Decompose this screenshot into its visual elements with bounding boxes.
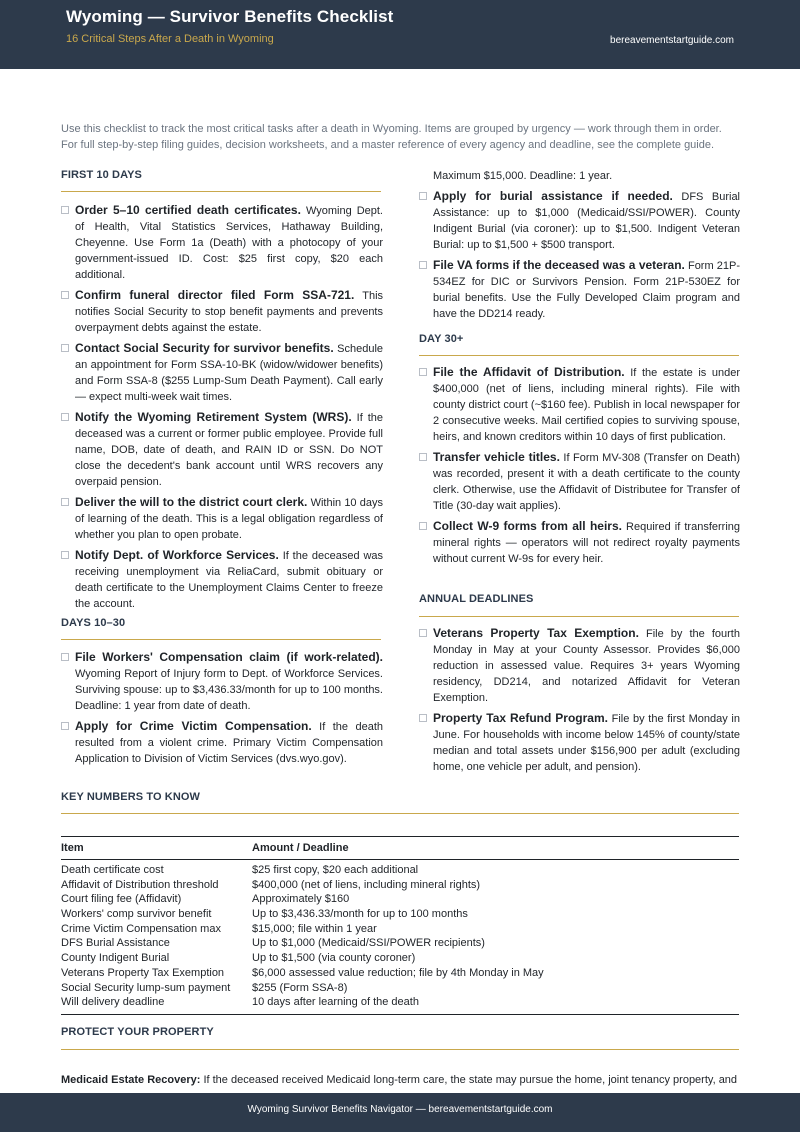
checklist-item-title: Contact Social Security for survivor benefits. [75, 341, 334, 355]
page-subtitle: 16 Critical Steps After a Death in Wyoming [66, 33, 274, 45]
checkbox-icon[interactable] [61, 653, 69, 661]
table-row [61, 878, 739, 893]
checklist-item-title: File the Affidavit of Distribution. [433, 365, 625, 379]
checklist-item-description: If the estate is under $400,000 (net of liens, including mineral rights). File with county district court (~$160 fee). Publish in local newspaper for 2 consecutive weeks. Mail certified copies to surviving spouse, heirs, and known creditors within 10 days of first publication. [433, 367, 741, 443]
column-header-item: Item [61, 842, 84, 854]
checkbox-icon[interactable] [61, 291, 69, 299]
table-row [61, 981, 739, 996]
checklist-item [419, 257, 740, 322]
checklist-item-description: Required if transferring mineral rights — operators will not redirect royalty payments without current W-9s for every heir. [433, 521, 740, 565]
checklist-item-title: Property Tax Refund Program. [433, 711, 608, 725]
table-row [61, 936, 739, 951]
section-divider [61, 639, 381, 640]
checklist-item [419, 710, 740, 775]
table-cell-item: Will delivery deadline [61, 996, 165, 1009]
checklist-item [419, 364, 740, 445]
section-heading-days-10-30: DAYS 10–30 [61, 617, 126, 629]
checklist-item-description: Wyoming Report of Injury form to Dept. of Workforce Services. Surviving spouse: up to $3,436.33/month for up to 100 months. Deadline: 1 year from date of death. [75, 668, 383, 712]
checklist-item [61, 202, 383, 283]
page-header [0, 0, 800, 69]
checklist-item-description: If Form MV-308 (Transfer on Death) was recorded, present it with a death certificate to the county clerk. Otherwise, use the Affidavit of Distributee for Transfer of Title (30-day wait applies). [433, 452, 740, 512]
checkbox-icon[interactable] [61, 498, 69, 506]
medicaid-estate-recovery-text [61, 1074, 741, 1086]
table-cell-amount: Up to $1,000 (Medicaid/SSI/POWER recipients) [252, 937, 485, 950]
checklist-item [419, 449, 740, 514]
table-cell-item: Death certificate cost [61, 864, 164, 876]
header-site-link[interactable]: bereavementstartguide.com [610, 35, 734, 46]
section-divider [61, 813, 739, 814]
checkbox-icon[interactable] [419, 522, 427, 530]
checklist-item-title: Collect W-9 forms from all heirs. [433, 519, 622, 533]
section-heading-key-numbers: KEY NUMBERS TO KNOW [61, 791, 201, 803]
section-heading-protect-property: PROTECT YOUR PROPERTY [61, 1026, 214, 1038]
table-row [61, 892, 739, 907]
checkbox-icon[interactable] [61, 722, 69, 730]
checklist-item [61, 287, 383, 336]
checklist-item-description: File by the first Monday in June. For households with income below 145% of county/state median and total assets under $156,900 per adult (excluding home, one vehicle per adult, and pension). [433, 713, 740, 773]
table-cell-amount: $25 first copy, $20 each additional [252, 864, 419, 876]
checklist-item-title: Confirm funeral director filed Form SSA-721. [75, 288, 355, 302]
checklist-item [61, 718, 383, 767]
table-cell-item: DFS Burial Assistance [61, 937, 170, 950]
checkbox-icon[interactable] [419, 714, 427, 722]
column-header-amount: Amount / Deadline [252, 842, 349, 854]
section-divider [419, 616, 739, 617]
checkbox-icon[interactable] [61, 551, 69, 559]
table-cell-amount: Up to $3,436.33/month for up to 100 months [252, 908, 468, 921]
checklist-item-title: File Workers' Compensation claim (if work-related). [75, 650, 383, 664]
checklist-item [61, 494, 383, 543]
table-cell-amount: $6,000 assessed value reduction; file by 4th Monday in May [252, 966, 544, 979]
checklist-item [419, 188, 740, 253]
intro-paragraph: Use this checklist to track the most critical tasks after a death in Wyoming. Items are grouped by urgency — work through them in order. For full step-by-step filing guides, decision worksheets, and a master reference of every agency and deadline, see the complete guide. [61, 123, 722, 151]
table-cell-item: Social Security lump-sum payment [61, 981, 231, 994]
days-10-30-list-continued [419, 188, 740, 326]
checkbox-icon[interactable] [61, 206, 69, 214]
table-row [61, 922, 739, 937]
medicaid-body: If the deceased received Medicaid long-term care, the state may pursue the home, joint tenancy property, and [203, 1074, 738, 1086]
annual-deadlines-list [419, 625, 740, 779]
checklist-item-title: Deliver the will to the district court clerk. [75, 495, 308, 509]
checklist-item [61, 409, 383, 490]
checklist-item-title: Notify the Wyoming Retirement System (WRS). [75, 410, 352, 424]
checkbox-icon[interactable] [419, 629, 427, 637]
day-30-plus-list [419, 364, 740, 571]
table-cell-amount: Approximately $160 [252, 893, 350, 906]
table-cell-item: Affidavit of Distribution threshold [61, 878, 219, 891]
checklist-item-description: Schedule an appointment for Form SSA-10-BK (widow/widower benefits) and Form SSA-8 ($255 Lump-Sum Death Payment). Call early — expect multi-week wait times. [75, 343, 384, 403]
section-heading-day-30-plus: DAY 30+ [419, 333, 464, 345]
checkbox-icon[interactable] [61, 344, 69, 352]
key-numbers-table [61, 836, 739, 1015]
section-divider [419, 355, 739, 356]
checkbox-icon[interactable] [419, 261, 427, 269]
table-row [61, 951, 739, 966]
continued-text: Maximum $15,000. Deadline: 1 year. [433, 170, 613, 182]
checklist-item [419, 518, 740, 567]
section-heading-first-10-days: FIRST 10 DAYS [61, 169, 142, 181]
table-header [61, 836, 739, 860]
checklist-item-title: Transfer vehicle titles. [433, 450, 560, 464]
section-divider [61, 1049, 739, 1050]
table-bottom-rule [61, 1014, 739, 1015]
checklist-item-description: Within 10 days of learning of the death. This is a legal obligation regardless of whether you plan to open probate. [75, 497, 383, 541]
checklist-item [61, 340, 383, 405]
table-row [61, 863, 739, 878]
section-divider [61, 191, 381, 192]
table-cell-item: County Indigent Burial [61, 952, 170, 965]
table-body [61, 860, 739, 1010]
table-cell-item: Workers' comp survivor benefit [61, 908, 212, 921]
table-cell-item: Crime Victim Compensation max [61, 922, 221, 935]
checklist-item-title: Notify Dept. of Workforce Services. [75, 548, 279, 562]
page-title: Wyoming — Survivor Benefits Checklist [66, 7, 394, 26]
first-10-days-list [61, 202, 383, 616]
checklist-item-title: Apply for burial assistance if needed. [433, 189, 673, 203]
checklist-item [61, 649, 383, 714]
checklist-item-description: If the death resulted from a violent crime. Primary Victim Compensation Application to Division of Victim Services (dvs.wyo.gov). [75, 721, 383, 765]
table-row [61, 966, 739, 981]
section-heading-annual-deadlines: ANNUAL DEADLINES [419, 593, 534, 605]
table-row [61, 995, 739, 1010]
checkbox-icon[interactable] [419, 368, 427, 376]
days-10-30-continued [419, 168, 740, 184]
medicaid-title: Medicaid Estate Recovery: [61, 1074, 201, 1086]
table-cell-amount: Up to $1,500 (via county coroner) [252, 952, 416, 965]
checklist-item-description: This notifies Social Security to stop benefit payments and prevents overpayment debts against the estate. [75, 290, 384, 334]
checklist-item-description: DFS Burial Assistance: up to $1,000 (Medicaid/SSI/POWER). County Indigent Burial (via coroner): up to $1,500. Indigent Veteran Burial: up to $1,500 + $500 transport. [433, 191, 741, 251]
checklist-item-description: Form 21P-534EZ for DIC or Survivors Pension. Form 21P-530EZ for burial benefits. Use the Fully Developed Claim program and have the DD214 ready. [433, 260, 740, 320]
checklist-item-title: Veterans Property Tax Exemption. [433, 626, 639, 640]
table-cell-item: Court filing fee (Affidavit) [61, 893, 182, 906]
table-cell-amount: $255 (Form SSA-8) [252, 981, 348, 994]
page-footer: Wyoming Survivor Benefits Navigator — bereavementstartguide.com [0, 1093, 800, 1132]
checklist-item-description: If the deceased was receiving unemployment via ReliaCard, submit obituary or death certificate to the Unemployment Claims Center to freeze the account. [75, 550, 383, 610]
checklist-item-title: Order 5–10 certified death certificates. [75, 203, 301, 217]
checkbox-icon[interactable] [419, 453, 427, 461]
checklist-item [419, 625, 740, 706]
table-row [61, 907, 739, 922]
days-10-30-list [61, 649, 383, 771]
checklist-item-description: If the deceased was a current or former public employee. Provide full name, DOB, date of death, and RAIN ID or SSN. Do NOT close the decedent's bank account until WRS recovers any overpaid pension. [75, 412, 384, 488]
table-cell-amount: 10 days after learning of the death [252, 996, 419, 1009]
checklist-item-description: File by the fourth Monday in May at your County Assessor. Provides $6,000 reduction in assessed value. Requires 3+ years Wyoming residency, DD214, and notarized Affidavit for Veteran Exemption. [433, 628, 740, 704]
table-cell-amount: $15,000; file within 1 year [252, 922, 377, 935]
checkbox-icon[interactable] [419, 192, 427, 200]
table-cell-item: Veterans Property Tax Exemption [61, 966, 225, 979]
table-cell-amount: $400,000 (net of liens, including mineral rights) [252, 878, 481, 891]
checklist-item-title: File VA forms if the deceased was a veteran. [433, 258, 685, 272]
checklist-item-description: Wyoming Dept. of Health, Vital Statistics Services, Hathaway Building, Cheyenne. Use Form 1a (Death) with a photocopy of your government-issued ID. Cost: $25 first copy, $20 each additional. [75, 205, 383, 281]
checklist-item-title: Apply for Crime Victim Compensation. [75, 719, 312, 733]
checkbox-icon[interactable] [61, 413, 69, 421]
checklist-item [61, 547, 383, 612]
